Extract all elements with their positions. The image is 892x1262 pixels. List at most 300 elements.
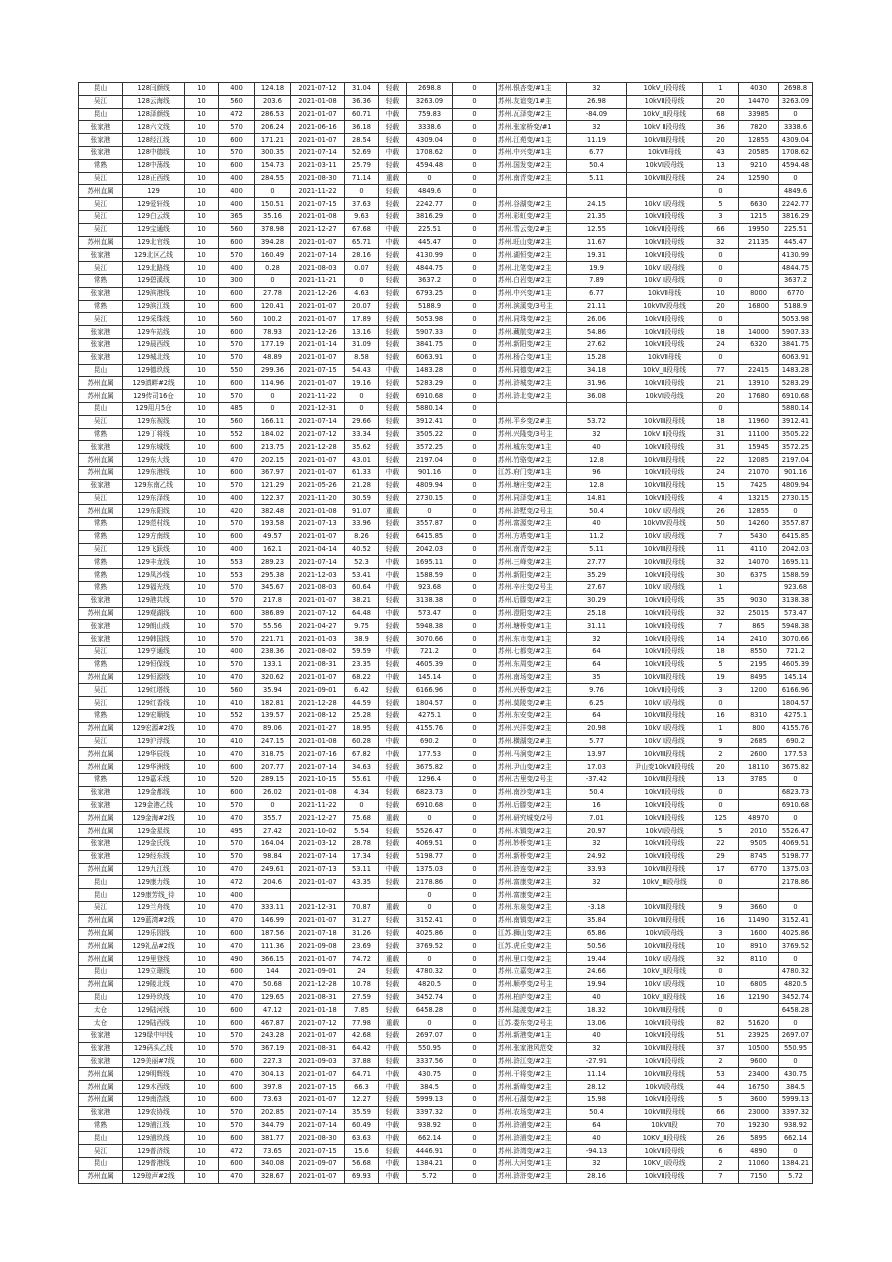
cell-zero: 0 xyxy=(453,364,497,377)
cell-bus-section: 10kVⅡ段母线 xyxy=(627,1055,703,1068)
cell-substation: 苏州.浒城变/#2主 xyxy=(497,377,567,390)
cell-transformer-load: 20.98 xyxy=(567,722,627,735)
cell-substation: 苏州.南青变/#2主 xyxy=(497,543,567,556)
cell-voltage: 10 xyxy=(185,441,219,454)
cell-transformer-load: 6.25 xyxy=(567,697,627,710)
cell-voltage: 10 xyxy=(185,236,219,249)
cell-transformer-load: 12.8 xyxy=(567,479,627,492)
cell-load-status: 轻载 xyxy=(379,594,407,607)
cell-spare-capacity: 0 xyxy=(407,1017,453,1030)
cell-available-capacity: 6823.73 xyxy=(779,786,813,799)
cell-bus-section: 10kVⅡ段母线 xyxy=(627,1170,703,1183)
cell-user-count: 26 xyxy=(703,1132,739,1145)
cell-spare-capacity: 0 xyxy=(407,505,453,518)
table-row xyxy=(79,658,813,671)
cell-rated-current: 470 xyxy=(219,454,255,467)
table-row xyxy=(79,492,813,505)
cell-voltage: 10 xyxy=(185,364,219,377)
cell-available-capacity: 3338.6 xyxy=(779,121,813,134)
cell-capacity: 8745 xyxy=(739,850,779,863)
cell-bus-section: 10kVⅢ段母线 xyxy=(627,134,703,147)
cell-zero: 0 xyxy=(453,351,497,364)
cell-zero: 0 xyxy=(453,338,497,351)
cell-capacity: 25015 xyxy=(739,607,779,620)
cell-available-capacity: 5948.38 xyxy=(779,620,813,633)
cell-load-rate: 64.71 xyxy=(345,1068,379,1081)
cell-load-status: 轻载 xyxy=(379,198,407,211)
cell-spare-capacity: 430.75 xyxy=(407,1068,453,1081)
cell-user-count: 0 xyxy=(703,313,739,326)
cell-load-rate: 36.36 xyxy=(345,95,379,108)
cell-user-count: 0 xyxy=(703,697,739,710)
cell-spare-capacity: 3263.09 xyxy=(407,95,453,108)
cell-load-status: 中载 xyxy=(379,1081,407,1094)
cell-available-capacity: 2242.77 xyxy=(779,198,813,211)
cell-district: 常熟 xyxy=(79,658,123,671)
cell-transformer-load: 50.4 xyxy=(567,786,627,799)
cell-load-current: 367.97 xyxy=(255,466,291,479)
cell-user-count: 36 xyxy=(703,121,739,134)
cell-substation: 苏州.大河变/#1主 xyxy=(497,1157,567,1170)
cell-date: 2021-06-16 xyxy=(291,121,345,134)
table-row xyxy=(79,172,813,185)
cell-load-rate xyxy=(345,889,379,902)
cell-zero: 0 xyxy=(453,377,497,390)
cell-zero: 0 xyxy=(453,326,497,339)
cell-transformer-load: 14.81 xyxy=(567,492,627,505)
cell-rated-current: 470 xyxy=(219,991,255,1004)
cell-load-current: 26.02 xyxy=(255,786,291,799)
cell-load-status: 轻载 xyxy=(379,876,407,889)
table-row xyxy=(79,326,813,339)
cell-user-count: 2 xyxy=(703,1157,739,1170)
cell-district: 苏州直属 xyxy=(79,1093,123,1106)
cell-capacity: 23400 xyxy=(739,1068,779,1081)
cell-capacity: 9210 xyxy=(739,159,779,172)
cell-rated-current: 365 xyxy=(219,210,255,223)
cell-user-count: 19 xyxy=(703,671,739,684)
cell-zero: 0 xyxy=(453,210,497,223)
cell-user-count: 5 xyxy=(703,658,739,671)
cell-load-current: 320.62 xyxy=(255,671,291,684)
cell-available-capacity: 4155.76 xyxy=(779,722,813,735)
cell-substation: 苏州.浒北变/#2主 xyxy=(497,390,567,403)
cell-zero: 0 xyxy=(453,850,497,863)
cell-spare-capacity: 1375.03 xyxy=(407,863,453,876)
cell-user-count: 24 xyxy=(703,338,739,351)
cell-substation: 苏州.三峰变/#2主 xyxy=(497,556,567,569)
cell-rated-current: 470 xyxy=(219,914,255,927)
cell-user-count: 22 xyxy=(703,454,739,467)
cell-load-rate: 18.95 xyxy=(345,722,379,735)
cell-substation: 苏州.江苑变/#1主 xyxy=(497,134,567,147)
cell-user-count: 7 xyxy=(703,530,739,543)
cell-zero: 0 xyxy=(453,530,497,543)
cell-substation: 苏州.浒浦变/#2主 xyxy=(497,1119,567,1132)
cell-bus-section: 10kVⅡ段母线 xyxy=(627,1093,703,1106)
cell-load-rate: 63.63 xyxy=(345,1132,379,1145)
cell-load-status: 轻载 xyxy=(379,697,407,710)
cell-zero: 0 xyxy=(453,402,497,415)
cell-load-status: 轻载 xyxy=(379,326,407,339)
cell-load-rate: 60.28 xyxy=(345,735,379,748)
cell-available-capacity: 901.16 xyxy=(779,466,813,479)
cell-load-rate: 56.68 xyxy=(345,1157,379,1170)
cell-load-status: 轻载 xyxy=(379,710,407,723)
cell-load-status: 中载 xyxy=(379,1042,407,1055)
cell-load-status: 中载 xyxy=(379,748,407,761)
cell-capacity: 12085 xyxy=(739,454,779,467)
cell-district: 张家港 xyxy=(79,1055,123,1068)
cell-voltage: 10 xyxy=(185,466,219,479)
cell-rated-current: 560 xyxy=(219,95,255,108)
cell-load-rate: 37.88 xyxy=(345,1055,379,1068)
cell-line-name: 129经东线 xyxy=(123,850,185,863)
cell-district: 吴江 xyxy=(79,684,123,697)
cell-substation: 苏州.中兴变/#1主 xyxy=(497,287,567,300)
cell-load-current: 381.77 xyxy=(255,1132,291,1145)
cell-load-rate: 69.93 xyxy=(345,1170,379,1183)
cell-capacity: 11490 xyxy=(739,914,779,927)
table-row xyxy=(79,249,813,262)
cell-capacity: 1200 xyxy=(739,684,779,697)
table-row xyxy=(79,1029,813,1042)
cell-rated-current: 600 xyxy=(219,761,255,774)
cell-load-current: 160.49 xyxy=(255,249,291,262)
cell-load-status: 轻载 xyxy=(379,185,407,198)
cell-rated-current: 550 xyxy=(219,364,255,377)
cell-rated-current: 600 xyxy=(219,134,255,147)
cell-available-capacity: 6166.96 xyxy=(779,684,813,697)
cell-spare-capacity: 5198.77 xyxy=(407,850,453,863)
cell-rated-current: 470 xyxy=(219,1068,255,1081)
cell-voltage: 10 xyxy=(185,594,219,607)
table-row xyxy=(79,940,813,953)
table-row xyxy=(79,377,813,390)
table-row xyxy=(79,466,813,479)
cell-bus-section: 10kV_Ⅱ段母线 xyxy=(627,991,703,1004)
cell-capacity: 19230 xyxy=(739,1119,779,1132)
cell-substation: 江苏.府门变/#1主 xyxy=(497,466,567,479)
cell-zero: 0 xyxy=(453,940,497,953)
cell-voltage: 10 xyxy=(185,223,219,236)
cell-district: 常熟 xyxy=(79,710,123,723)
cell-load-status: 中载 xyxy=(379,236,407,249)
cell-capacity: 3600 xyxy=(739,1093,779,1106)
cell-bus-section: 10kVⅡ段母线 xyxy=(627,838,703,851)
cell-bus-section: 10kVⅡ段母线 xyxy=(627,850,703,863)
cell-load-current: 78.93 xyxy=(255,326,291,339)
cell-load-rate: 38.21 xyxy=(345,594,379,607)
cell-substation: 苏州.南沙变/#1主 xyxy=(497,786,567,799)
cell-voltage: 10 xyxy=(185,658,219,671)
cell-capacity: 865 xyxy=(739,620,779,633)
cell-voltage: 10 xyxy=(185,505,219,518)
cell-rated-current: 600 xyxy=(219,607,255,620)
cell-spare-capacity: 3138.38 xyxy=(407,594,453,607)
cell-load-rate: 59.59 xyxy=(345,646,379,659)
cell-load-current: 202.85 xyxy=(255,1106,291,1119)
cell-transformer-load: 6.77 xyxy=(567,287,627,300)
cell-capacity: 6805 xyxy=(739,978,779,991)
cell-line-name: 129美丽#7线 xyxy=(123,1055,185,1068)
cell-voltage: 10 xyxy=(185,377,219,390)
cell-available-capacity: 4605.39 xyxy=(779,658,813,671)
cell-available-capacity: 3070.66 xyxy=(779,633,813,646)
cell-load-rate: 0 xyxy=(345,274,379,287)
cell-zero: 0 xyxy=(453,722,497,735)
cell-transformer-load: 21.35 xyxy=(567,210,627,223)
cell-available-capacity: 1384.21 xyxy=(779,1157,813,1170)
cell-load-current: 378.98 xyxy=(255,223,291,236)
cell-available-capacity xyxy=(779,889,813,902)
cell-zero: 0 xyxy=(453,159,497,172)
cell-transformer-load: 32 xyxy=(567,1157,627,1170)
cell-district: 吴江 xyxy=(79,223,123,236)
cell-substation: 苏州.湖恒变/#2主 xyxy=(497,249,567,262)
cell-load-current: 182.81 xyxy=(255,697,291,710)
cell-voltage: 10 xyxy=(185,902,219,915)
cell-spare-capacity: 6415.85 xyxy=(407,530,453,543)
table-row xyxy=(79,850,813,863)
cell-load-rate: 66.3 xyxy=(345,1081,379,1094)
cell-load-current: 204.6 xyxy=(255,876,291,889)
cell-transformer-load: 17.03 xyxy=(567,761,627,774)
cell-available-capacity: 1804.57 xyxy=(779,697,813,710)
cell-spare-capacity: 3505.22 xyxy=(407,428,453,441)
cell-user-count: 16 xyxy=(703,710,739,723)
cell-district: 昆山 xyxy=(79,1132,123,1145)
cell-substation: 苏州.研究城变/2号 xyxy=(497,812,567,825)
cell-voltage: 10 xyxy=(185,914,219,927)
cell-zero: 0 xyxy=(453,1029,497,1042)
cell-line-name: 128中德线 xyxy=(123,146,185,159)
cell-date: 2021-08-31 xyxy=(291,658,345,671)
cell-voltage: 10 xyxy=(185,927,219,940)
cell-district: 苏州直属 xyxy=(79,1068,123,1081)
cell-bus-section: 10kV Ⅰ段母线 xyxy=(627,953,703,966)
cell-bus-section: 10kV Ⅰ段母线 xyxy=(627,505,703,518)
cell-load-status: 中载 xyxy=(379,646,407,659)
cell-spare-capacity: 3452.74 xyxy=(407,991,453,1004)
cell-available-capacity: 3557.87 xyxy=(779,518,813,531)
cell-available-capacity: 0 xyxy=(779,812,813,825)
cell-zero: 0 xyxy=(453,415,497,428)
cell-bus-section xyxy=(627,402,703,415)
cell-substation: 苏州.干将变/#2主 xyxy=(497,1068,567,1081)
cell-line-name: 129红塔线 xyxy=(123,684,185,697)
cell-load-status: 轻载 xyxy=(379,684,407,697)
cell-transformer-load: 35 xyxy=(567,671,627,684)
cell-load-rate: 70.87 xyxy=(345,902,379,915)
cell-bus-section: 10kVⅡ母线 xyxy=(627,351,703,364)
cell-bus-section: 10kVⅡ段母线 xyxy=(627,338,703,351)
cell-line-name: 129德玖线 xyxy=(123,364,185,377)
cell-line-name: 129东泽线 xyxy=(123,492,185,505)
cell-transformer-load: 30.29 xyxy=(567,594,627,607)
cell-district: 张家港 xyxy=(79,326,123,339)
cell-spare-capacity: 759.83 xyxy=(407,108,453,121)
cell-zero: 0 xyxy=(453,172,497,185)
cell-voltage: 10 xyxy=(185,774,219,787)
cell-load-rate: 23.35 xyxy=(345,658,379,671)
cell-spare-capacity: 3070.66 xyxy=(407,633,453,646)
cell-district: 昆山 xyxy=(79,364,123,377)
cell-available-capacity: 3152.41 xyxy=(779,914,813,927)
cell-transformer-load: 31.96 xyxy=(567,377,627,390)
cell-zero: 0 xyxy=(453,1081,497,1094)
cell-zero: 0 xyxy=(453,1132,497,1145)
cell-substation: 苏州.浒连变/#2主 xyxy=(497,863,567,876)
cell-rated-current: 552 xyxy=(219,428,255,441)
cell-transformer-load: 11.2 xyxy=(567,530,627,543)
cell-bus-section: 10kVⅡ段母线 xyxy=(627,620,703,633)
cell-available-capacity: 3637.2 xyxy=(779,274,813,287)
cell-available-capacity: 5053.98 xyxy=(779,313,813,326)
cell-district: 苏州直属 xyxy=(79,454,123,467)
cell-voltage: 10 xyxy=(185,1004,219,1017)
table-row xyxy=(79,274,813,287)
cell-date: 2021-10-02 xyxy=(291,825,345,838)
cell-bus-section: 10kVⅡ段母线 xyxy=(627,786,703,799)
cell-substation: 苏州.立嘉变/#2主 xyxy=(497,965,567,978)
cell-rated-current: 553 xyxy=(219,569,255,582)
cell-capacity: 5430 xyxy=(739,530,779,543)
cell-substation: 苏州.塘庄变/#2主 xyxy=(497,479,567,492)
cell-bus-section: 10kVⅢ段母线 xyxy=(627,543,703,556)
cell-line-name: 129方南线 xyxy=(123,530,185,543)
cell-line-name: 129北路线 xyxy=(123,262,185,275)
cell-load-current: 333.11 xyxy=(255,902,291,915)
cell-spare-capacity: 938.92 xyxy=(407,1119,453,1132)
cell-bus-section xyxy=(627,185,703,198)
cell-load-status: 中载 xyxy=(379,735,407,748)
cell-date: 2021-01-08 xyxy=(291,505,345,518)
cell-line-name: 129亨通线 xyxy=(123,646,185,659)
cell-load-rate: 43.01 xyxy=(345,454,379,467)
cell-substation: 苏州.东市变/#1主 xyxy=(497,633,567,646)
cell-load-rate: 12.27 xyxy=(345,1093,379,1106)
cell-transformer-load: 32 xyxy=(567,121,627,134)
cell-voltage: 10 xyxy=(185,607,219,620)
table-row xyxy=(79,402,813,415)
cell-rated-current: 472 xyxy=(219,1145,255,1158)
cell-bus-section: 10kV Ⅰ段母线 xyxy=(627,198,703,211)
cell-date: 2021-08-03 xyxy=(291,262,345,275)
cell-transformer-load: 40 xyxy=(567,991,627,1004)
cell-zero: 0 xyxy=(453,428,497,441)
cell-rated-current: 470 xyxy=(219,722,255,735)
cell-date: 2021-01-07 xyxy=(291,377,345,390)
cell-spare-capacity: 2242.77 xyxy=(407,198,453,211)
cell-load-current: 146.99 xyxy=(255,914,291,927)
cell-zero: 0 xyxy=(453,1119,497,1132)
cell-load-current: 386.89 xyxy=(255,607,291,620)
cell-load-rate: 0 xyxy=(345,799,379,812)
cell-user-count: 0 xyxy=(703,786,739,799)
cell-voltage: 10 xyxy=(185,825,219,838)
cell-rated-current: 600 xyxy=(219,1004,255,1017)
cell-line-name: 129沪浮线 xyxy=(123,735,185,748)
cell-available-capacity: 5880.14 xyxy=(779,402,813,415)
cell-capacity xyxy=(739,351,779,364)
cell-load-current: 217.8 xyxy=(255,594,291,607)
cell-transformer-load: 24.92 xyxy=(567,850,627,863)
cell-date: 2021-01-07 xyxy=(291,876,345,889)
cell-load-status xyxy=(379,889,407,902)
cell-rated-current: 485 xyxy=(219,402,255,415)
cell-zero: 0 xyxy=(453,761,497,774)
cell-substation: 苏州.国发变/#2主 xyxy=(497,159,567,172)
cell-zero: 0 xyxy=(453,876,497,889)
cell-capacity: 7820 xyxy=(739,121,779,134)
cell-rated-current: 570 xyxy=(219,1119,255,1132)
cell-available-capacity: 690.2 xyxy=(779,735,813,748)
cell-date: 2021-11-20 xyxy=(291,492,345,505)
cell-bus-section: 10kVⅡ段母线 xyxy=(627,684,703,697)
cell-zero: 0 xyxy=(453,134,497,147)
cell-zero: 0 xyxy=(453,185,497,198)
cell-load-status: 轻载 xyxy=(379,415,407,428)
cell-capacity: 12855 xyxy=(739,505,779,518)
cell-rated-current: 570 xyxy=(219,1029,255,1042)
cell-district: 昆山 xyxy=(79,1157,123,1170)
cell-spare-capacity: 0 xyxy=(407,812,453,825)
cell-user-count: 24 xyxy=(703,466,739,479)
cell-load-status: 轻载 xyxy=(379,454,407,467)
cell-line-name: 129明辉线 xyxy=(123,1068,185,1081)
cell-date: 2021-01-07 xyxy=(291,530,345,543)
cell-load-rate: 77.98 xyxy=(345,1017,379,1030)
cell-user-count: 2 xyxy=(703,1055,739,1068)
cell-load-status: 中载 xyxy=(379,774,407,787)
cell-available-capacity: 3263.09 xyxy=(779,95,813,108)
cell-bus-section: 10kVⅢ段母线 xyxy=(627,172,703,185)
cell-zero: 0 xyxy=(453,108,497,121)
cell-transformer-load: 34.18 xyxy=(567,364,627,377)
cell-district: 昆山 xyxy=(79,876,123,889)
cell-rated-current: 552 xyxy=(219,710,255,723)
cell-load-rate: 40.52 xyxy=(345,543,379,556)
cell-bus-section: 10kVⅢ段母线 xyxy=(627,454,703,467)
cell-district: 吴江 xyxy=(79,902,123,915)
cell-date: 2021-12-28 xyxy=(291,697,345,710)
cell-rated-current: 560 xyxy=(219,313,255,326)
cell-line-name: 129金海#2线 xyxy=(123,812,185,825)
cell-load-current: 27.42 xyxy=(255,825,291,838)
cell-transformer-load: 50.4 xyxy=(567,505,627,518)
cell-capacity: 2410 xyxy=(739,633,779,646)
cell-user-count: 11 xyxy=(703,543,739,556)
cell-district: 张家港 xyxy=(79,594,123,607)
cell-load-rate: 19.16 xyxy=(345,377,379,390)
cell-spare-capacity: 4844.75 xyxy=(407,262,453,275)
cell-load-current: 162.1 xyxy=(255,543,291,556)
cell-load-status: 轻载 xyxy=(379,300,407,313)
cell-user-count: 66 xyxy=(703,223,739,236)
cell-load-current: 35.94 xyxy=(255,684,291,697)
cell-substation: 苏州.兴桥变/#2主 xyxy=(497,684,567,697)
cell-transformer-load xyxy=(567,185,627,198)
cell-substation xyxy=(497,185,567,198)
table-row xyxy=(79,812,813,825)
cell-load-status: 轻载 xyxy=(379,313,407,326)
cell-load-status: 中载 xyxy=(379,146,407,159)
cell-bus-section: 10kVⅢ段母线 xyxy=(627,1042,703,1055)
cell-spare-capacity: 1296.4 xyxy=(407,774,453,787)
cell-district: 苏州直属 xyxy=(79,927,123,940)
cell-transformer-load: 12.8 xyxy=(567,454,627,467)
